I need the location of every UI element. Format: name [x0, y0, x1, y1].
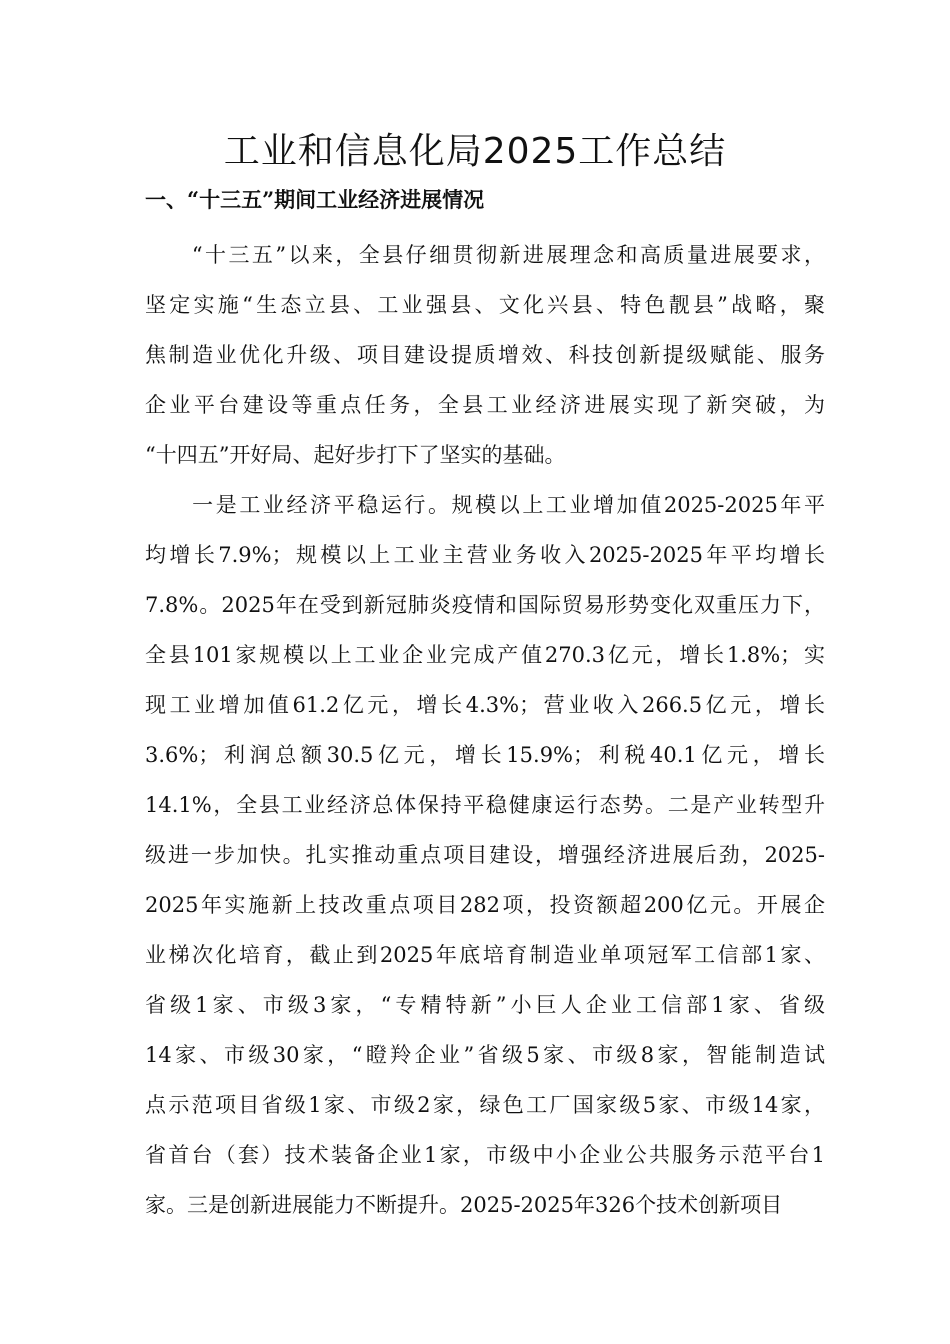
paragraph-line: 均增长7.9%；规模以上工业主营业务收入2025-2025年平均增长: [145, 543, 825, 567]
paragraph-line: 14.1%，全县工业经济总体保持平稳健康运行态势。二是产业转型升: [145, 793, 825, 817]
paragraph-line: 级进一步加快。扎实推动重点项目建设，增强经济进展后劲，2025-: [145, 843, 825, 867]
paragraph-line: “十三五”以来，全县仔细贯彻新进展理念和高质量进展要求，: [145, 243, 825, 267]
paragraph-line: 一是工业经济平稳运行。规模以上工业增加值2025-2025年平: [145, 493, 825, 517]
paragraph-line: 现工业增加值61.2亿元，增长4.3%；营业收入266.5亿元，增长: [145, 693, 825, 717]
section-heading: 一、“十三五”期间工业经济进展情况: [145, 187, 485, 212]
paragraph-line: 家。三是创新进展能力不断提升。2025-2025年326个技术创新项目: [145, 1193, 783, 1217]
body-paragraph-1: [145, 230, 825, 480]
paragraph-line: “十四五”开好局、起好步打下了坚实的基础。: [145, 443, 566, 467]
paragraph-line: 坚定实施“生态立县、工业强县、文化兴县、特色靓县”战略，聚: [145, 293, 825, 317]
paragraph-line: 业梯次化培育，截止到2025年底培育制造业单项冠军工信部1家、: [145, 943, 825, 967]
document-title: 工业和信息化局2025工作总结: [223, 131, 727, 172]
paragraph-line: 全县101家规模以上工业企业完成产值270.3亿元，增长1.8%；实: [145, 643, 825, 667]
body-paragraph-2: [145, 480, 825, 1230]
paragraph-line: 7.8%。2025年在受到新冠肺炎疫情和国际贸易形势变化双重压力下，: [145, 593, 825, 617]
paragraph-line: 省级1家、市级3家，“专精特新”小巨人企业工信部1家、省级: [145, 993, 825, 1017]
paragraph-line: 3.6%；利润总额30.5亿元，增长15.9%；利税40.1亿元，增长: [145, 743, 825, 767]
paragraph-line: 焦制造业优化升级、项目建设提质增效、科技创新提级赋能、服务: [145, 343, 825, 367]
paragraph-line: 省首台（套）技术装备企业1家，市级中小企业公共服务示范平台1: [145, 1143, 825, 1167]
paragraph-line: 14家、市级30家，“瞪羚企业”省级5家、市级8家，智能制造试: [145, 1043, 825, 1067]
paragraph-line: 点示范项目省级1家、市级2家，绿色工厂国家级5家、市级14家，: [145, 1093, 825, 1117]
paragraph-line: 2025年实施新上技改重点项目282项，投资额超200亿元。开展企: [145, 893, 825, 917]
paragraph-line: 企业平台建设等重点任务，全县工业经济进展实现了新突破，为: [145, 393, 825, 417]
